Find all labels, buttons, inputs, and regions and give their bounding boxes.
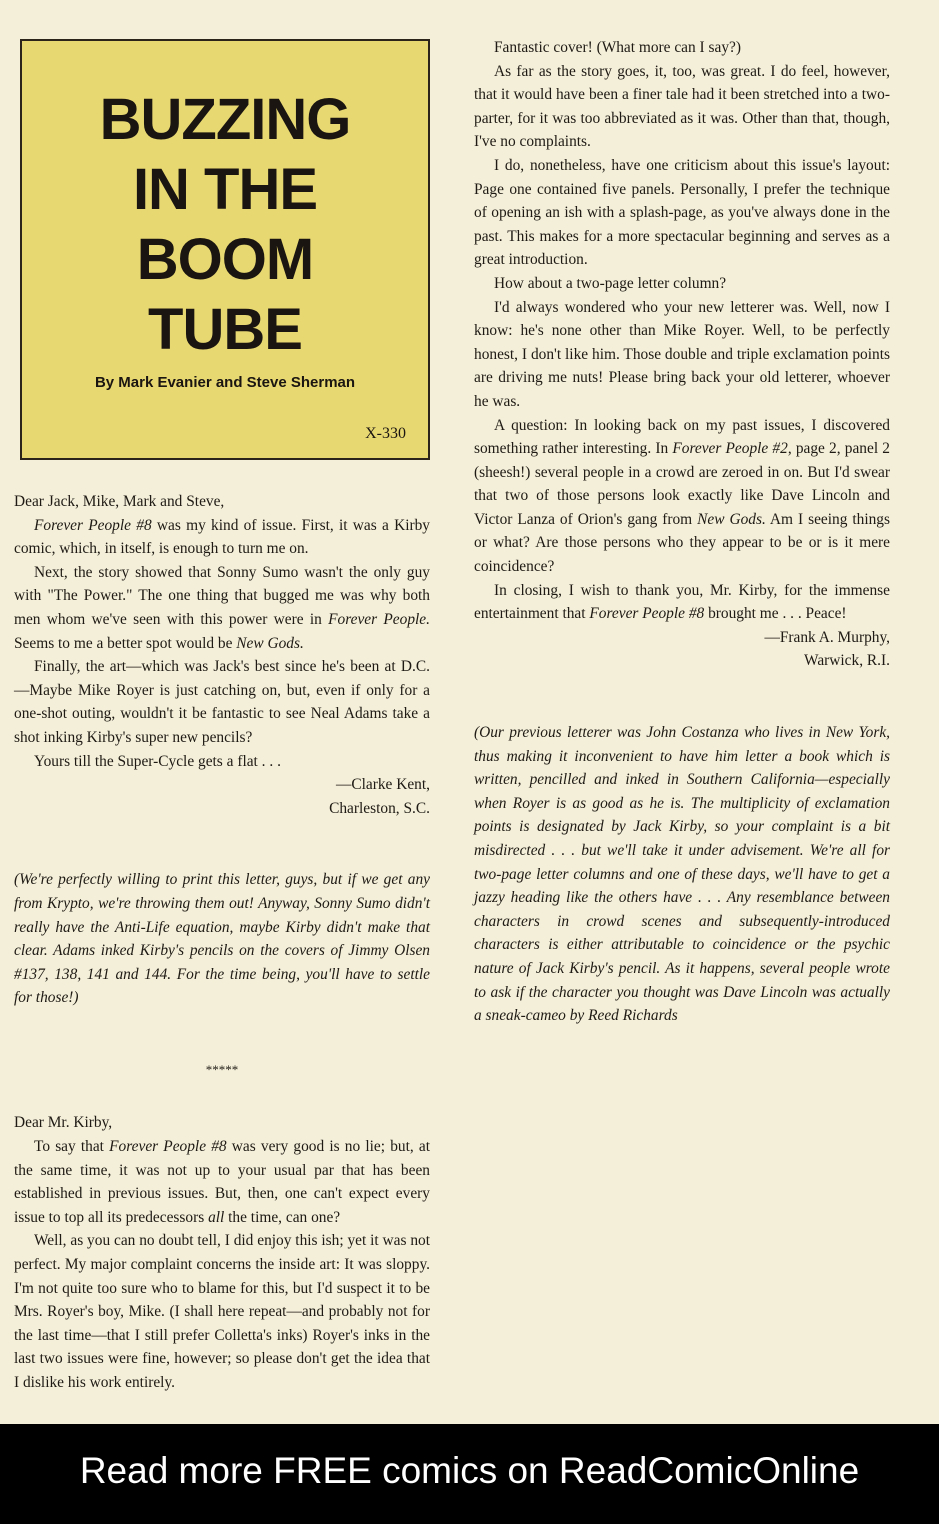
comic-title: Forever People. — [328, 610, 430, 628]
comic-title: New Gods. — [697, 510, 766, 528]
page-code: X-330 — [365, 425, 406, 442]
letter1-paragraph: Next, the story showed that Sonny Sumo wasn't the only guy with "The Power." The one thing that bugged me was why both men whom we've seen with this power were in Forever People. Seems to me a better spot would be New Gods. — [14, 563, 430, 652]
footer-banner — [0, 1424, 939, 1524]
letter2-signature-place: Warwick, R.I. — [804, 652, 890, 670]
letter1-closing: Yours till the Super-Cycle gets a flat . . . — [34, 752, 281, 770]
left-column — [14, 490, 430, 1395]
byline: By Mark Evanier and Steve Sherman — [94, 374, 356, 391]
letter1-paragraph: Finally, the art—which was Jack's best since he's been at D.C.—Maybe Mike Royer is just catching on, but, even if only for a one-shot outing, wouldn't it be fantastic to see Neal Adams take a shot inking Kirby's super new pencils? — [14, 658, 430, 746]
editor-reply: (We're perfectly willing to print this letter, guys, but if we get any from Krypto, we're throwing them out! Anyway, Sonny Sumo didn't really have the Anti-Life equation, maybe Kirby didn't make that clear. Adams inked Kirby's pencils on the covers of Jimmy Olsen #137, 138, 141 and 144. For the time being, you'll have to settle for those!) — [14, 871, 430, 1007]
letter2-paragraph: How about a two-page letter column? — [494, 274, 727, 292]
letter2-paragraph: As far as the story goes, it, too, was great. I do feel, however, that it would have been a finer tale had it been stretched into a two-parter, for it was too abbreviated as it was. Other than that, though, I've no complaints. — [474, 62, 890, 151]
comic-title: New Gods. — [236, 634, 304, 652]
comic-title: Forever People #8 — [589, 605, 705, 623]
letter1-salutation: Dear Jack, Mike, Mark and Steve, — [14, 493, 225, 510]
right-column — [474, 36, 890, 1028]
comic-title: Forever People #8 — [109, 1138, 227, 1156]
letter2-paragraph: I do, nonetheless, have one criticism about this issue's layout: Page one contained five panels. Personally, I prefer the technique of opening an ish with a splash-page, as you've always done in the past. This makes for a more spectacular beginning and serves as a great introduction. — [474, 156, 890, 269]
section-separator: ***** — [205, 1061, 239, 1077]
title-box — [20, 39, 430, 460]
emphasis: all — [208, 1208, 225, 1226]
editor-reply: (Our previous letterer was John Costanza who lives in New York, thus making it inconvenient to have him letter a book which is written, pencilled and inked in Southern California—especially when Royer is as good as he is. The multiplicity of exclamation points is designated by Jack Kirby, so your complaint is a bit misdirected . . . but we'll take it under advisement. We're all for two-page letter columns and one of these days, we'll have to get a jazzy heading like the others have . . . Any resemblance between characters in crowd scenes and subsequently-introduced characters is either attributable to coincidence or the psychic nature of Jack Kirby's pencil. As it happens, several people wrote to ask if the character you thought was Dave Lincoln was actually a sneak-cameo by Reed Richards — [474, 724, 890, 1025]
letter1-paragraph: Forever People #8 was my kind of issue. First, it was a Kirby comic, which, in itself, is enough to turn me on. — [14, 516, 430, 558]
title-line: TUBE — [148, 297, 302, 362]
comic-title: Forever People #2 — [672, 440, 788, 458]
comic-title: Forever People #8 — [34, 516, 152, 534]
letter2-salutation: Dear Mr. Kirby, — [14, 1114, 113, 1132]
column-title — [22, 85, 428, 365]
title-line: BUZZING — [99, 87, 351, 152]
letter2-signature-name: —Frank A. Murphy, — [764, 628, 890, 646]
letter2-paragraph: In closing, I wish to thank you, Mr. Kirby, for the immense entertainment that Forever People #8 brought me . . . Peace! — [474, 581, 890, 623]
footer-text: Read more FREE comics on ReadComicOnline — [79, 1450, 860, 1491]
letter2-paragraph: I'd always wondered who your new letterer was. Well, now I know: he's none other than Mike Royer. Well, to be perfectly honest, I don't like him. Those double and triple exclamation points are driving me nuts! Please bring back your old letterer, whoever he was. — [474, 298, 890, 410]
letter2-paragraph: Fantastic cover! (What more can I say?) — [494, 39, 741, 56]
letter2-paragraph: Well, as you can no doubt tell, I did enjoy this ish; yet it was not perfect. My major complaint concerns the inside art: It was sloppy. I'm not quite too sure who to blame for this, but I'd suspect it to be Mrs. Royer's boy, Mike. (I shall here repeat—and probably not for the last time—that I still prefer Colletta's inks) Royer's inks in the last two issues were fine, however; so please don't get the idea that I dislike his work entirely. — [14, 1232, 430, 1391]
letter2-paragraph: A question: In looking back on my past issues, I discovered something rather interesting. In Forever People #2, page 2, panel 2 (sheesh!) several people in a crowd are zeroed in on. But I'd swear that two of those persons look exactly like Dave Lincoln and Victor Lanza of Orion's gang from New Gods. Am I seeing things or what? Are those persons who they appear to be or is it mere coincidence? — [474, 416, 890, 576]
letter1-signature-name: —Clarke Kent, — [335, 776, 430, 794]
letter1-signature-place: Charleston, S.C. — [329, 799, 430, 817]
letter2-paragraph: To say that Forever People #8 was very good is no lie; but, at the same time, it was not up to your usual par that has been established in previous issues. But, then, one can't expect every issue to top all its predecessors all the time, can one? — [14, 1138, 430, 1226]
title-line: BOOM — [136, 227, 314, 292]
title-line: IN THE — [132, 157, 318, 222]
